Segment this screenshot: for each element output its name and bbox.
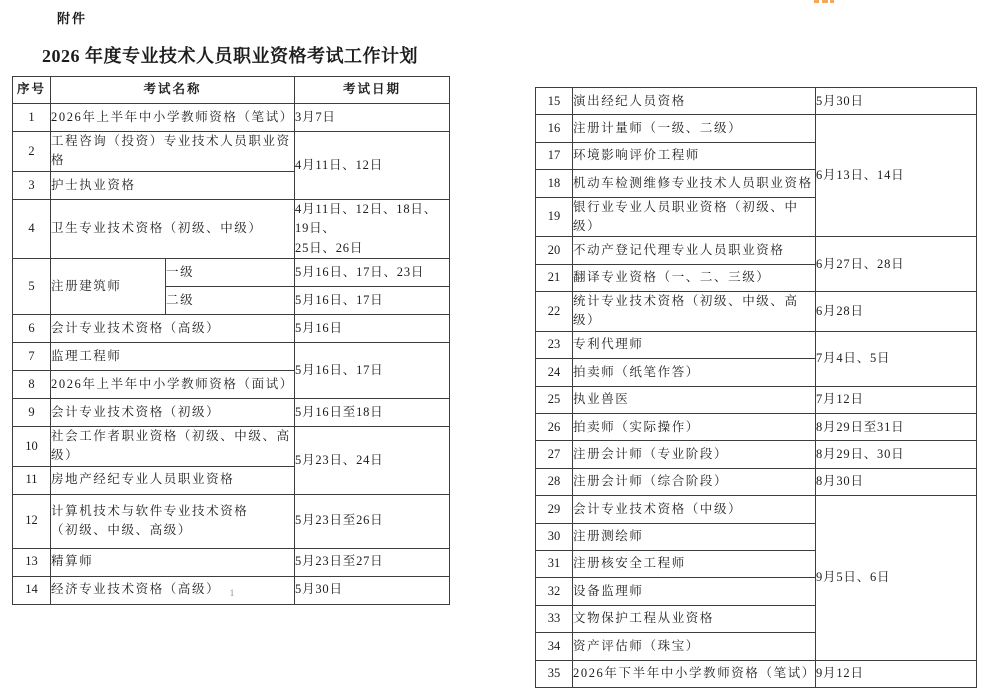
- seq-cell: 31: [536, 550, 573, 577]
- table-row: [13, 398, 450, 426]
- seq-cell: 19: [536, 197, 573, 237]
- exam-date-cell: 5月23日至27日: [295, 548, 450, 576]
- exam-date-cell: 5月16日至18日: [295, 398, 450, 426]
- exam-name-cell: 执业兽医: [573, 386, 816, 413]
- seq-cell: 23: [536, 331, 573, 358]
- exam-name-cell: 设备监理师: [573, 578, 816, 605]
- table-row: [13, 199, 450, 258]
- exam-name-cell: 统计专业技术资格（初级、中级、高级）: [573, 292, 816, 332]
- exam-name-cell: 注册建筑师: [51, 258, 166, 314]
- exam-schedule-table-page1: [12, 76, 450, 605]
- seq-cell: 4: [13, 199, 51, 258]
- exam-date-cell: 9月5日、6日: [816, 496, 977, 660]
- table-row: [13, 342, 450, 370]
- exam-date-cell: 7月4日、5日: [816, 331, 977, 386]
- seq-cell: 5: [13, 258, 51, 314]
- seq-cell: 3: [13, 171, 51, 199]
- seq-cell: 10: [13, 426, 51, 466]
- exam-date-cell: 5月30日: [816, 88, 977, 115]
- header-seq: 序号: [13, 77, 51, 104]
- exam-date-cell: 4月11日、12日: [295, 132, 450, 200]
- seq-cell: 32: [536, 578, 573, 605]
- exam-name-cell: 房地产经纪专业人员职业资格: [51, 466, 295, 494]
- seq-cell: 25: [536, 386, 573, 413]
- red-mark-dash: [822, 0, 828, 3]
- table-row: [536, 468, 977, 495]
- exam-date-cell: 5月16日、17日、23日: [295, 258, 450, 286]
- exam-name-cell: 注册计量师（一级、二级）: [573, 115, 816, 142]
- exam-name-cell: 监理工程师: [51, 342, 295, 370]
- seq-cell: 2: [13, 132, 51, 172]
- exam-name-cell: 机动车检测维修专业技术人员职业资格: [573, 170, 816, 197]
- exam-date-cell: 5月23日至26日: [295, 494, 450, 548]
- table-row: [536, 660, 977, 687]
- seq-cell: 11: [13, 466, 51, 494]
- exam-name-cell: 卫生专业技术资格（初级、中级）: [51, 199, 295, 258]
- exam-date-cell: 5月16日、17日: [295, 342, 450, 398]
- seq-cell: 28: [536, 468, 573, 495]
- exam-name-cell: 计算机技术与软件专业技术资格 （初级、中级、高级）: [51, 494, 295, 548]
- exam-name-cell: 拍卖师（实际操作）: [573, 414, 816, 441]
- exam-name-cell: 银行业专业人员职业资格（初级、中级）: [573, 197, 816, 237]
- exam-name-cell: 2026年上半年中小学教师资格（笔试）: [51, 104, 295, 132]
- exam-name-cell: 文物保护工程从业资格: [573, 605, 816, 632]
- exam-date-cell: 5月30日: [295, 576, 450, 604]
- exam-name-cell: 翻译专业资格（一、二、三级）: [573, 264, 816, 291]
- exam-name-cell: 会计专业技术资格（初级）: [51, 398, 295, 426]
- page-number: 1: [229, 588, 235, 598]
- seq-cell: 34: [536, 633, 573, 660]
- seq-cell: 6: [13, 314, 51, 342]
- seq-cell: 33: [536, 605, 573, 632]
- exam-date-cell: 4月11日、12日、18日、19日、 25日、26日: [295, 199, 450, 258]
- table-row: [13, 548, 450, 576]
- seq-cell: 21: [536, 264, 573, 291]
- table-row: [13, 426, 450, 466]
- seq-cell: 7: [13, 342, 51, 370]
- table-row: [536, 88, 977, 115]
- header-exam-name: 考试名称: [51, 77, 295, 104]
- seq-cell: 9: [13, 398, 51, 426]
- table-row: [13, 314, 450, 342]
- exam-name-cell: 资产评估师（珠宝）: [573, 633, 816, 660]
- document-title: 2026 年度专业技术人员职业资格考试工作计划: [42, 46, 418, 66]
- exam-date-cell: 5月16日: [295, 314, 450, 342]
- seq-cell: 35: [536, 660, 573, 687]
- seq-cell: 14: [13, 576, 51, 604]
- seq-cell: 12: [13, 494, 51, 548]
- table-row: [536, 496, 977, 523]
- exam-name-cell: 会计专业技术资格（中级）: [573, 496, 816, 523]
- table-row: [536, 331, 977, 358]
- exam-name-cell: 会计专业技术资格（高级）: [51, 314, 295, 342]
- table-row: [536, 292, 977, 332]
- exam-level-cell: 二级: [166, 286, 295, 314]
- seq-cell: 8: [13, 370, 51, 398]
- exam-date-cell: 7月12日: [816, 386, 977, 413]
- seq-cell: 26: [536, 414, 573, 441]
- table-row: [536, 414, 977, 441]
- exam-name-cell: 2026年上半年中小学教师资格（面试）: [51, 370, 295, 398]
- exam-date-cell: 6月28日: [816, 292, 977, 332]
- exam-date-cell: 8月29日至31日: [816, 414, 977, 441]
- exam-name-cell: 注册核安全工程师: [573, 550, 816, 577]
- seq-cell: 18: [536, 170, 573, 197]
- seq-cell: 17: [536, 142, 573, 169]
- exam-date-cell: 6月13日、14日: [816, 115, 977, 237]
- table-row: [13, 494, 450, 548]
- exam-schedule-table-page2: [535, 87, 977, 688]
- seq-cell: 15: [536, 88, 573, 115]
- table-header-row: [13, 77, 450, 104]
- exam-name-cell: 工程咨询（投资）专业技术人员职业资格: [51, 132, 295, 172]
- exam-name-cell: 不动产登记代理专业人员职业资格: [573, 237, 816, 264]
- header-exam-date: 考试日期: [295, 77, 450, 104]
- seq-cell: 24: [536, 359, 573, 386]
- exam-name-cell: 注册会计师（综合阶段）: [573, 468, 816, 495]
- exam-name-cell: 注册测绘师: [573, 523, 816, 550]
- exam-date-cell: 3月7日: [295, 104, 450, 132]
- red-mark-dash: [814, 0, 819, 3]
- exam-name-cell: 经济专业技术资格（高级）: [51, 576, 295, 604]
- seq-cell: 30: [536, 523, 573, 550]
- exam-date-cell: 6月27日、28日: [816, 237, 977, 292]
- seq-cell: 13: [13, 548, 51, 576]
- exam-name-cell: 环境影响评价工程师: [573, 142, 816, 169]
- seq-cell: 20: [536, 237, 573, 264]
- exam-level-cell: 一级: [166, 258, 295, 286]
- exam-name-cell: 注册会计师（专业阶段）: [573, 441, 816, 468]
- exam-name-cell: 精算师: [51, 548, 295, 576]
- table-row: [536, 441, 977, 468]
- seq-cell: 22: [536, 292, 573, 332]
- table-row: [13, 258, 450, 286]
- exam-date-cell: 8月29日、30日: [816, 441, 977, 468]
- table-row: [13, 132, 450, 172]
- exam-date-cell: 9月12日: [816, 660, 977, 687]
- exam-date-cell: 5月23日、24日: [295, 426, 450, 494]
- table-row: [536, 386, 977, 413]
- exam-name-cell: 专利代理师: [573, 331, 816, 358]
- seq-cell: 16: [536, 115, 573, 142]
- attachment-label: 附件: [57, 11, 88, 26]
- exam-date-cell: 8月30日: [816, 468, 977, 495]
- exam-date-cell: 5月16日、17日: [295, 286, 450, 314]
- seq-cell: 29: [536, 496, 573, 523]
- red-mark-dash: [830, 0, 834, 3]
- table-row: [13, 104, 450, 132]
- seq-cell: 27: [536, 441, 573, 468]
- table-row: [536, 115, 977, 142]
- table-row: [536, 237, 977, 264]
- exam-name-cell: 2026年下半年中小学教师资格（笔试）: [573, 660, 816, 687]
- exam-name-cell: 护士执业资格: [51, 171, 295, 199]
- exam-name-cell: 社会工作者职业资格（初级、中级、高级）: [51, 426, 295, 466]
- seq-cell: 1: [13, 104, 51, 132]
- exam-name-cell: 拍卖师（纸笔作答）: [573, 359, 816, 386]
- exam-name-cell: 演出经纪人员资格: [573, 88, 816, 115]
